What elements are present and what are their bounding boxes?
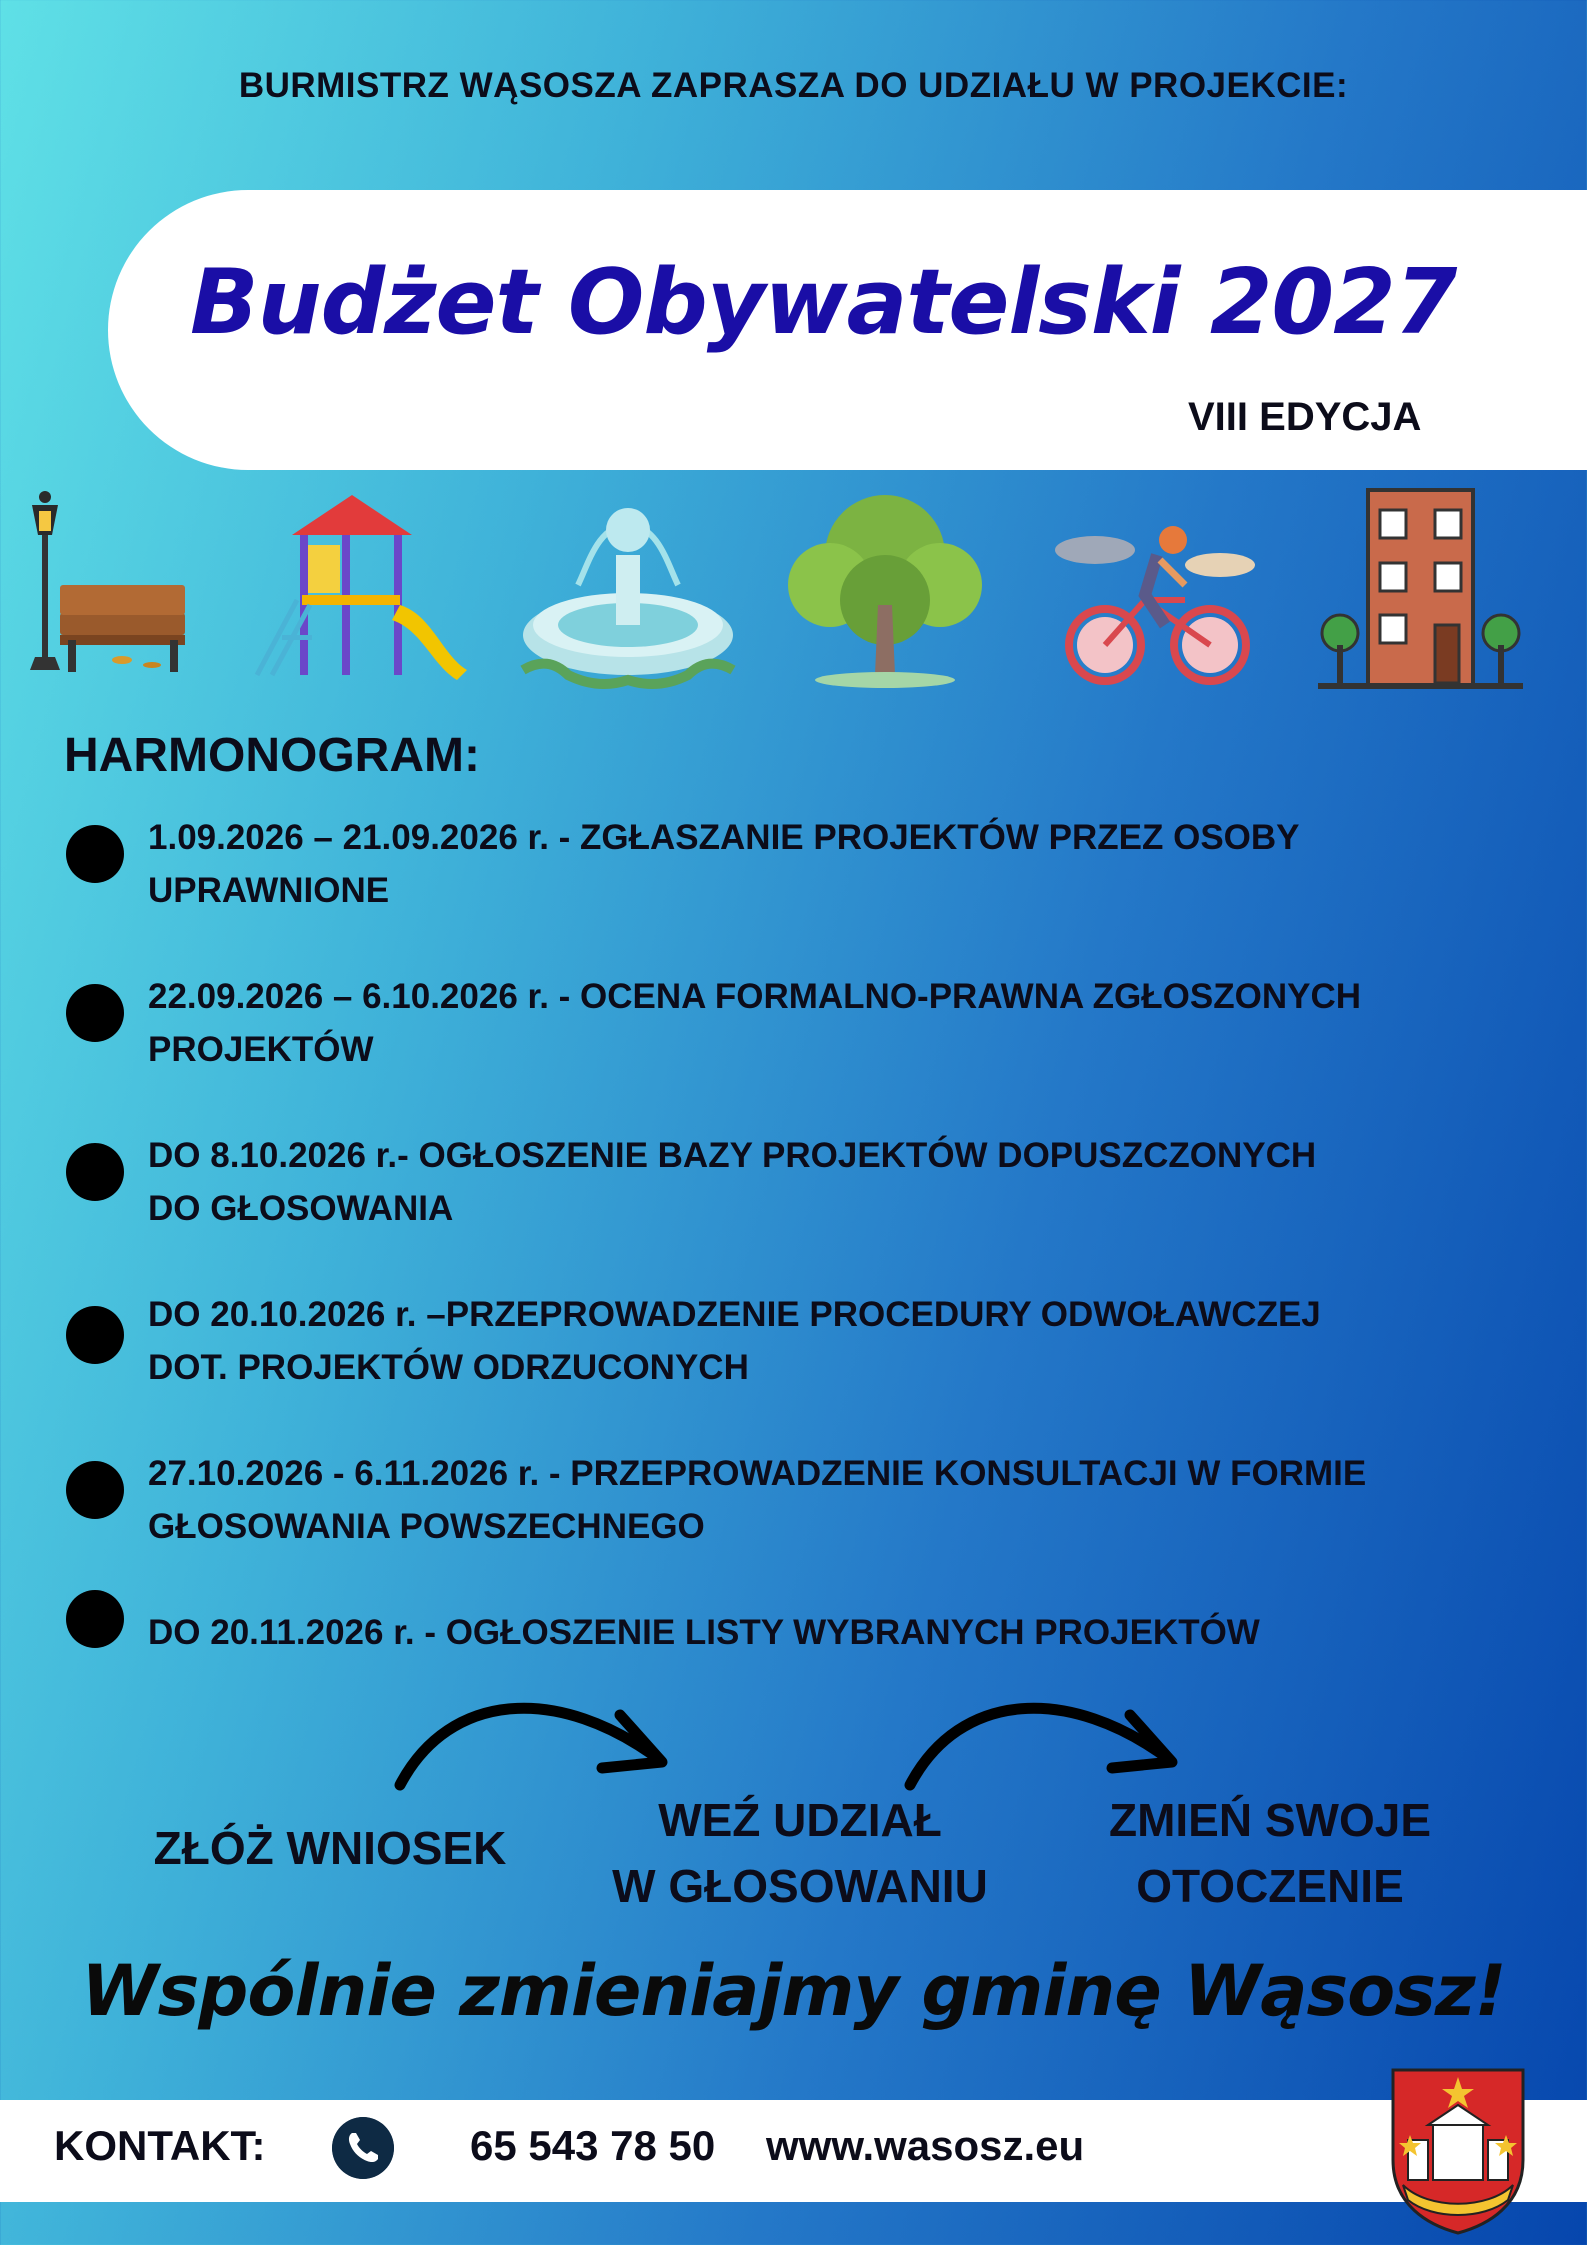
phone-icon <box>332 2117 394 2179</box>
invitation-text: BURMISTRZ WĄSOSZA ZAPRASZA DO UDZIAŁU W PROJEKCIE: <box>238 66 1349 105</box>
apartment-building-icon <box>1318 485 1523 700</box>
bullet-icon <box>66 1306 124 1364</box>
schedule-item-line1: 22.09.2026 – 6.10.2026 r. - OCENA FORMALNO-PRAWNA ZGŁOSZONYCH <box>148 977 1362 1016</box>
bullet-icon <box>66 825 124 883</box>
schedule-item <box>66 1447 1506 1557</box>
arrow-icon <box>400 1708 662 1785</box>
bullet-icon <box>66 1143 124 1201</box>
process-arrows <box>390 1690 1190 1800</box>
schedule-item-line2: DO GŁOSOWANIA <box>148 1189 454 1228</box>
edition-label: VIII EDYCJA <box>1188 395 1422 439</box>
schedule-heading: HARMONOGRAM: <box>64 729 480 782</box>
cyclist-icon <box>1045 485 1265 700</box>
schedule-item <box>66 1288 1506 1398</box>
schedule-item-line2: UPRAWNIONE <box>148 871 390 910</box>
schedule-item-line1: DO 20.11.2026 r. - OGŁOSZENIE LISTY WYBRANYCH PROJEKTÓW <box>148 1613 1260 1652</box>
schedule-item-line2: GŁOSOWANIA POWSZECHNEGO <box>148 1507 705 1546</box>
tree-icon <box>780 485 990 700</box>
schedule-item <box>66 1606 1506 1666</box>
bullet-icon <box>66 1461 124 1519</box>
schedule-item <box>66 1129 1506 1239</box>
title-banner <box>108 190 1587 470</box>
playground-slide-icon <box>252 485 472 700</box>
schedule-item <box>66 970 1506 1080</box>
phone-number[interactable]: 65 543 78 50 <box>470 2122 716 2169</box>
bullet-icon <box>66 1590 124 1648</box>
schedule-item-line1: DO 8.10.2026 r.- OGŁOSZENIE BAZY PROJEKTÓW DOPUSZCZONYCH <box>148 1136 1317 1175</box>
schedule-item-line1: 27.10.2026 - 6.11.2026 r. - PRZEPROWADZENIE KONSULTACJI W FORMIE <box>148 1454 1367 1493</box>
schedule-item-line1: 1.09.2026 – 21.09.2026 r. - ZGŁASZANIE PROJEKTÓW PRZEZ OSOBY <box>148 818 1300 857</box>
lamp-and-bench-icon <box>22 485 192 700</box>
schedule-item-line1: DO 20.10.2026 r. –PRZEPROWADZENIE PROCEDURY ODWOŁAWCZEJ <box>148 1295 1321 1334</box>
arrow-icon <box>910 1708 1172 1785</box>
schedule-item-line2: PROJEKTÓW <box>148 1030 374 1069</box>
bullet-icon <box>66 984 124 1042</box>
schedule-item-line2: DOT. PROJEKTÓW ODRZUCONYCH <box>148 1348 749 1387</box>
step-change: ZMIEŃ SWOJE OTOCZENIE <box>1108 1794 1432 1912</box>
step-vote: WEŹ UDZIAŁ W GŁOSOWANIU <box>612 1794 988 1912</box>
schedule-item <box>66 811 1506 921</box>
website-link[interactable]: www.wasosz.eu <box>766 2122 1085 2169</box>
page-title: Budżet Obywatelski 2027 <box>190 250 1457 355</box>
slogan: Wspólnie zmieniajmy gminę Wąsosz! <box>81 1950 1506 2032</box>
fountain-icon <box>518 485 738 700</box>
contact-label: KONTAKT: <box>54 2122 266 2169</box>
coat-of-arms-icon <box>1388 2065 1528 2235</box>
step-submit: ZŁÓŻ WNIOSEK <box>153 1822 507 1874</box>
